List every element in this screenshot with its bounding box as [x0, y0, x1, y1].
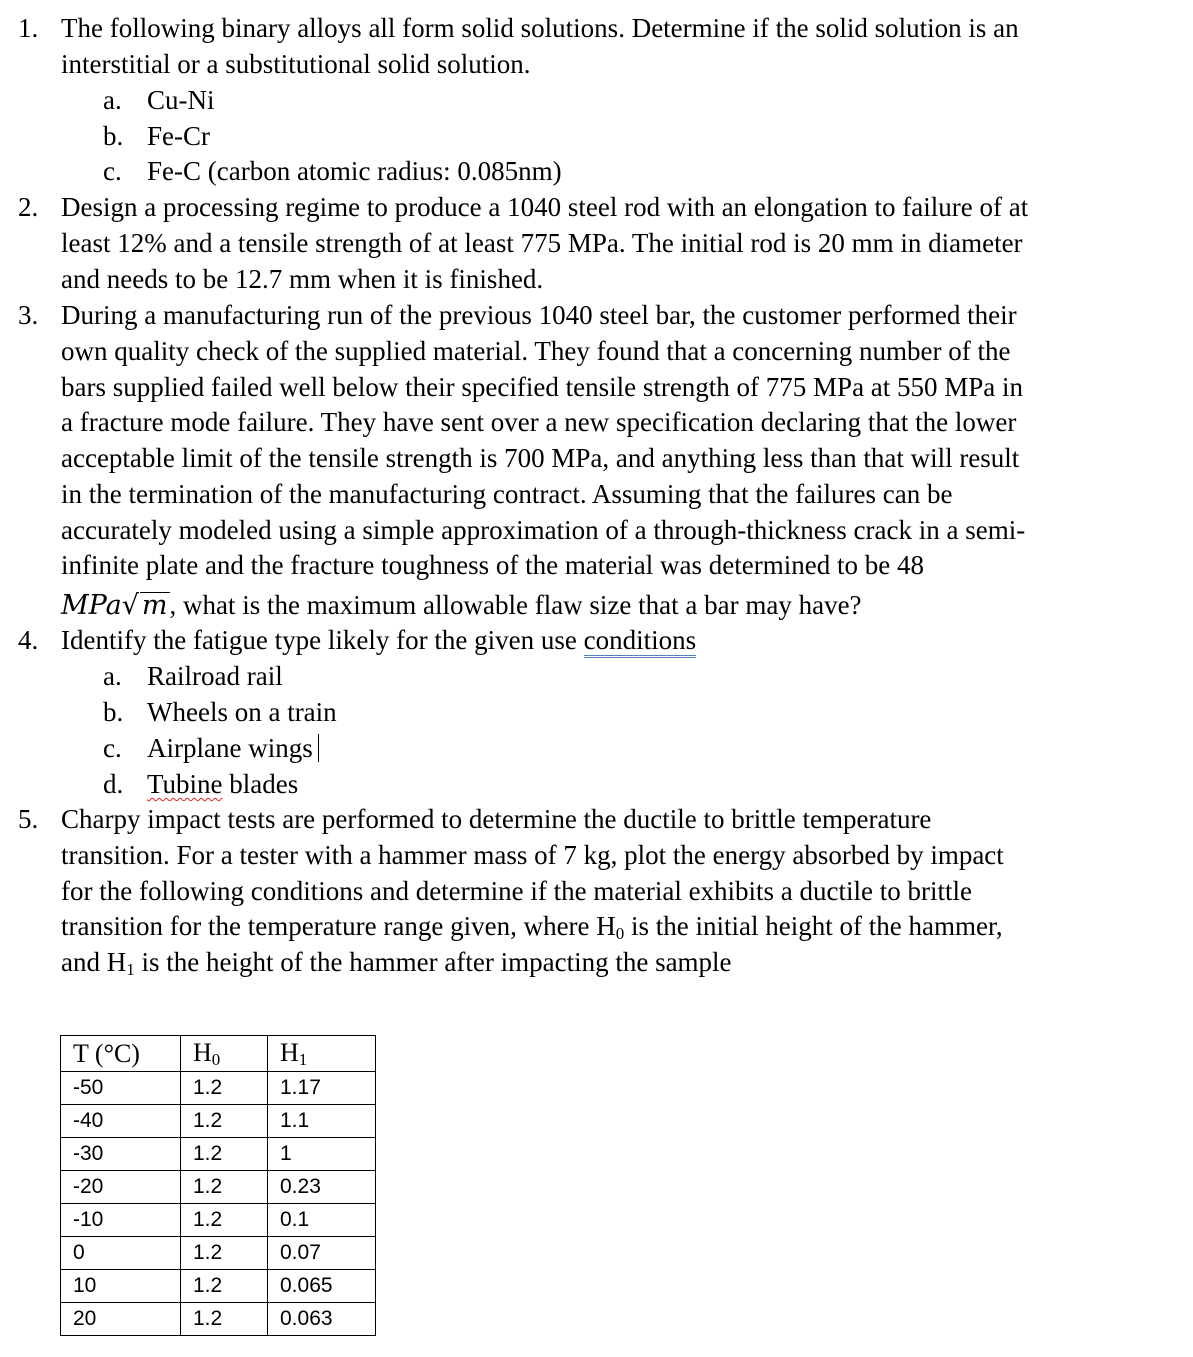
q1-line1: The following binary alloys all form solid solutions. Determine if the solid solution is an	[61, 13, 1019, 43]
q3-line2: own quality check of the supplied material. They found that a concerning number of the	[61, 336, 1011, 366]
q3-line8: infinite plate and the fracture toughness of the material was determined to be 48	[61, 550, 924, 580]
charpy-data-table	[60, 1035, 376, 1336]
q4-number: 4.	[18, 625, 39, 655]
cell-temperature: -10	[61, 1204, 181, 1237]
table-row	[61, 1270, 376, 1303]
q5-line2: transition. For a tester with a hammer mass of 7 kg, plot the energy absorbed by impact	[61, 840, 1004, 870]
cell-h1: 1	[268, 1138, 376, 1171]
q1-item-a-letter: a.	[103, 85, 122, 115]
cell-h0: 1.2	[181, 1237, 268, 1270]
q3-line6: in the termination of the manufacturing contract. Assuming that the failures can be	[61, 479, 953, 509]
q4-text: Identify the fatigue type likely for the given use	[61, 625, 584, 655]
cell-h1: 0.23	[268, 1171, 376, 1204]
q3-number: 3.	[18, 300, 39, 330]
cell-temperature: -40	[61, 1105, 181, 1138]
cell-h1: 0.07	[268, 1237, 376, 1270]
q4-item-a-text: Railroad rail	[147, 661, 283, 691]
cell-h0: 1.2	[181, 1270, 268, 1303]
cell-h0: 1.2	[181, 1072, 268, 1105]
q3-line9-tail: , what is the maximum allowable flaw size that a bar may have?	[169, 590, 862, 620]
q5-line3: for the following conditions and determine if the material exhibits a ductile to brittle	[61, 876, 972, 906]
q5-line5-sub: 1	[126, 960, 135, 979]
table-row	[61, 1303, 376, 1336]
cell-temperature: -30	[61, 1138, 181, 1171]
sqrt-symbol: √	[121, 590, 139, 621]
q1-item-c-text: Fe-C (carbon atomic radius: 0.085nm)	[147, 156, 562, 186]
cell-temperature: -50	[61, 1072, 181, 1105]
q5-line5	[61, 944, 732, 988]
q1-item-b-text: Fe-Cr	[147, 121, 210, 151]
table-row	[61, 1105, 376, 1138]
table-row	[61, 1204, 376, 1237]
cell-h1: 1.17	[268, 1072, 376, 1105]
q2-line1: Design a processing regime to produce a 1040 steel rod with an elongation to failure of at	[61, 192, 1029, 222]
q1-item-b-letter: b.	[103, 121, 124, 151]
q4-item-d-rest: blades	[222, 769, 299, 799]
q4-item-c-letter: c.	[103, 733, 122, 763]
q1-line2: interstitial or a substitutional solid solution.	[61, 49, 531, 79]
q1-number: 1.	[18, 13, 39, 43]
q4-line1	[61, 622, 696, 658]
q5-line4-sub: 0	[615, 924, 625, 943]
cell-h0: 1.2	[181, 1171, 268, 1204]
q3-line1: During a manufacturing run of the previous 1040 steel bar, the customer performed their	[61, 300, 1017, 330]
cell-h1: 1.1	[268, 1105, 376, 1138]
q4-item-c-line	[147, 730, 319, 766]
fracture-toughness-unit-mpa: MPa	[61, 590, 122, 621]
cell-h1: 0.1	[268, 1204, 376, 1237]
q5-line5-b: is the height of the hammer after impacting the sample	[134, 947, 732, 977]
header-temperature: T (°C)	[61, 1036, 181, 1072]
q5-line1: Charpy impact tests are performed to determine the ductile to brittle temperature	[61, 804, 932, 834]
q4-item-a-letter: a.	[103, 661, 122, 691]
cell-temperature: 0	[61, 1237, 181, 1270]
table-row	[61, 1072, 376, 1105]
q1-item-c-letter: c.	[103, 156, 122, 186]
cell-temperature: -20	[61, 1171, 181, 1204]
header-h1	[268, 1036, 376, 1072]
cell-h0: 1.2	[181, 1204, 268, 1237]
q1-item-a-text: Cu-Ni	[147, 85, 215, 115]
table-row	[61, 1138, 376, 1171]
table-row	[61, 1237, 376, 1270]
q4-item-c-text: Airplane wings	[147, 733, 313, 763]
cell-h0: 1.2	[181, 1105, 268, 1138]
header-h0-sub: 0	[211, 1049, 221, 1069]
q4-item-d-letter: d.	[103, 769, 124, 799]
header-h1-main: H	[280, 1037, 299, 1067]
q3-line7: accurately modeled using a simple approximation of a through-thickness crack in a semi-	[61, 515, 1026, 545]
q5-line4-b: is the initial height of the hammer,	[624, 911, 1003, 941]
cell-h1: 0.063	[268, 1303, 376, 1336]
text-cursor	[318, 734, 320, 762]
header-h1-sub: 1	[298, 1049, 308, 1069]
cell-h1: 0.065	[268, 1270, 376, 1303]
table-header-row	[61, 1036, 376, 1072]
q4-item-d-line	[147, 766, 298, 802]
cell-temperature: 10	[61, 1270, 181, 1303]
q2-line3: and needs to be 12.7 mm when it is finished.	[61, 264, 544, 294]
q3-line3: bars supplied failed well below their specified tensile strength of 775 MPa at 550 MPa in	[61, 372, 1024, 402]
spelling-error-word[interactable]: Tubine	[147, 769, 223, 799]
q4-grammar-flag[interactable]: conditions	[584, 625, 697, 658]
header-h0-main: H	[193, 1037, 212, 1067]
q5-line4-a: transition for the temperature range given, where H	[61, 911, 616, 941]
q4-item-b-text: Wheels on a train	[147, 697, 337, 727]
q5-number: 5.	[18, 804, 39, 834]
table-row	[61, 1171, 376, 1204]
cell-temperature: 20	[61, 1303, 181, 1336]
cell-h0: 1.2	[181, 1138, 268, 1171]
q4-item-b-letter: b.	[103, 697, 124, 727]
q2-line2: least 12% and a tensile strength of at least 775 MPa. The initial rod is 20 mm in diameter	[61, 228, 1023, 258]
header-h0	[181, 1036, 268, 1072]
fracture-toughness-unit-m: m	[141, 590, 168, 621]
q5-line5-a: and H	[61, 947, 127, 977]
cell-h0: 1.2	[181, 1303, 268, 1336]
q3-line5: acceptable limit of the tensile strength is 700 MPa, and anything less than that will result	[61, 443, 1020, 473]
q2-number: 2.	[18, 192, 39, 222]
q3-line9	[61, 587, 862, 624]
q3-line4: a fracture mode failure. They have sent over a new specification declaring that the lower	[61, 407, 1017, 437]
